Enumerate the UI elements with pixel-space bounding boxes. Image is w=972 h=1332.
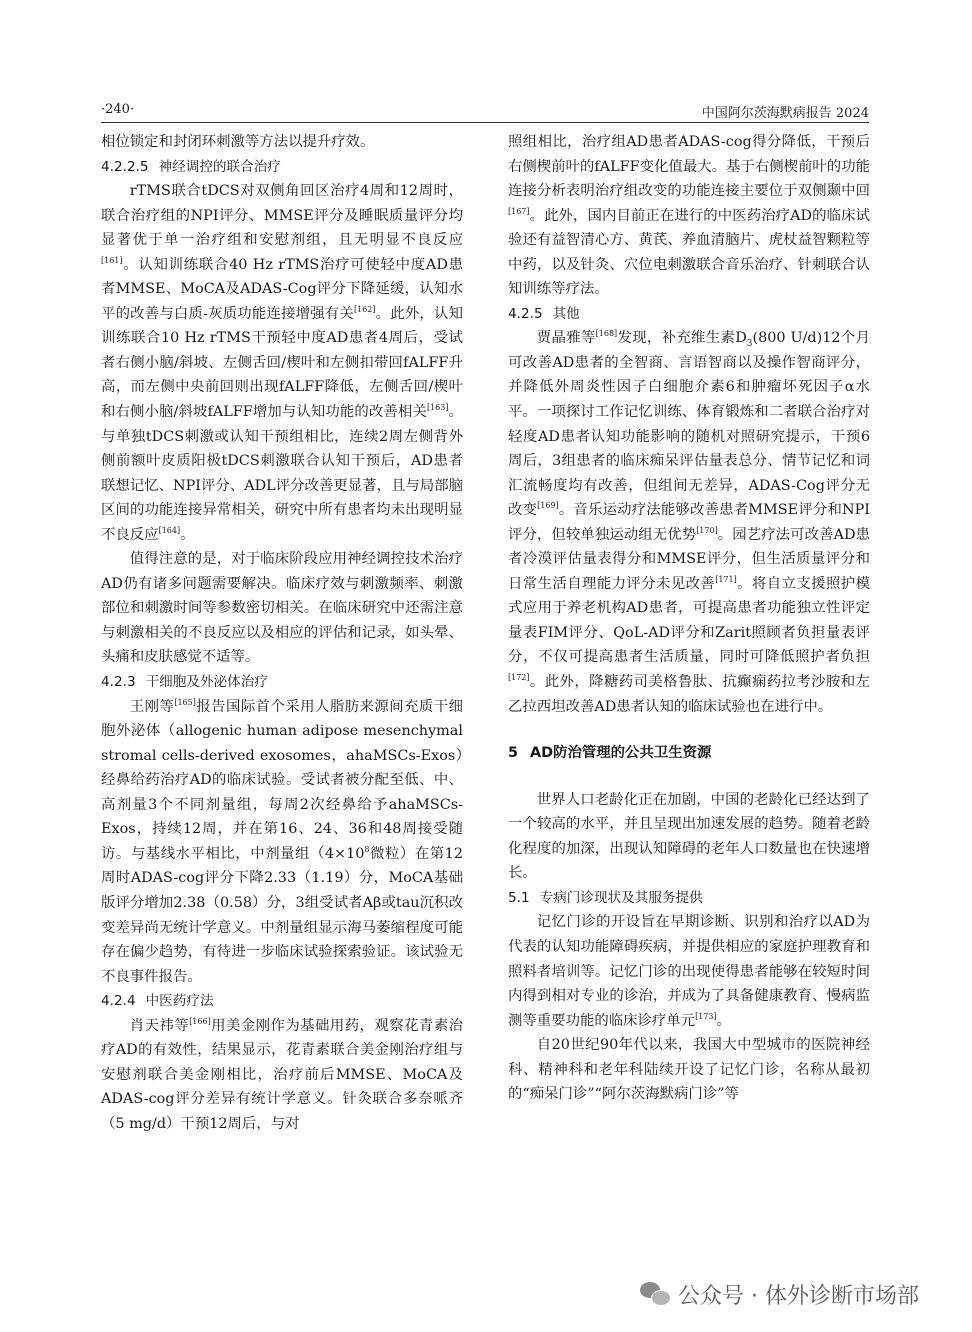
heading-number: 4.2.4: [101, 993, 136, 1010]
paragraph: 世界人口老龄化正在加剧，中国的老龄化已经达到了一个较高的水平，并且呈现出加速发展的趋势。随着老龄化程度的加深，出现认知障碍的老年人口数量也在快速增长。: [508, 791, 870, 882]
paragraph: 自20世纪90年代以来，我国大中型城市的医院神经科、精神科和老年科陆续开设了记忆门诊，名称从最初的“痴呆门诊”“阿尔茨海默病门诊”等: [508, 1037, 870, 1103]
heading-title: 干细胞及外泌体治疗: [145, 674, 268, 691]
left-column: [101, 130, 463, 1280]
section-heading: [508, 741, 870, 766]
heading-number: 4.2.3: [101, 674, 136, 691]
paragraph: 肖天祎等[166]用美金刚作为基础用药，观察花青素治疗AD的有效性，结果显示，花青素联合美金刚治疗组与安慰剂联合美金刚相比，治疗前后MMSE、MoCA及ADAS-cog评分差异有统计学意义。针灸联合多奈哌齐（5 mg/d）干预12周后，与对: [101, 1016, 463, 1132]
heading-title: 神经调控的联合治疗: [158, 158, 281, 175]
heading-number: 4.2.2.5: [101, 158, 149, 175]
heading-number: 5: [508, 745, 519, 762]
heading-title: 其他: [552, 305, 580, 322]
page-header: [101, 98, 869, 123]
paragraph: 贾晶雅等[168]发现，补充维生素$D_3(800$ U/d)12个月可改善AD患者的全智商、言语智商以及操作智商评分，并降低外周炎性因子白细胞介素6和肿瘤坏死因子α水平。一项探讨工作记忆训练、体育锻炼和二者联合治疗对轻度AD患者认知功能影响的随机对照研究提示，干预6周后，3组患者的临床痴呆评估量表总分、情节记忆和词汇流畅度均有改善，但组间无差异，ADAS-Cog评分无改变[169]。音乐运动疗法能够改善患者MMSE评分和NPI评分，但较单独运动组无优势[170]。园艺疗法可改善AD患者冷漠评估量表得分和MMSE评分，但生活质量评分和日常生活自理能力评分未见改善[171]。将自立支援照护模式应用于养老机构AD患者，可提高患者功能独立性评定量表FIM评分、QoL-AD评分和Zarit照顾者负担量表评分，不仅可提高患者生活质量，同时可降低照护者负担[172]。此外，降糖药司美格鲁肽、抗癫痫药拉考沙胺和左乙拉西坦改善AD患者认知的临床试验也在进行中。: [508, 329, 870, 715]
heading-title: 专病门诊现状及其服务提供: [539, 889, 703, 906]
paragraph: 相位锁定和封闭环刺激等方法以提升疗效。: [101, 134, 375, 150]
page-number: ·240·: [101, 102, 135, 117]
watermark-text: 公众号 · 体外诊断市场部: [678, 1283, 919, 1309]
paragraph: 照组相比，治疗组AD患者ADAS-cog得分降低，干预后右侧楔前叶的fALFF变化值最大。基于右侧楔前叶的功能连接分析表明治疗组改变的功能连接主要位于双侧颞中回[167]。此外，国内目前正在进行的中医药治疗AD的临床试验还有益智清心方、黄芪、养血清脑片、虎杖益智颗粒等中药，以及针灸、穴位电刺激联合音乐治疗、针刺联合认知训练等疗法。: [508, 134, 870, 298]
paragraph: 值得注意的是，对于临床阶段应用神经调控技术治疗AD仍有诸多问题需要解决。临床疗效与刺激频率、刺激部位和刺激时间等参数密切相关。在临床研究中还需注意与刺激相关的不良反应以及相应的评估和记录，如头晕、头痛和皮肤感觉不适等。: [101, 551, 463, 666]
subsection-heading: [101, 670, 463, 695]
wechat-icon: [640, 1280, 670, 1308]
paragraph: 记忆门诊的开设旨在早期诊断、识别和治疗以AD为代表的认知功能障碍疾病，并提供相应的家庭护理教育和照料者培训等。记忆门诊的出现使得患者能够在较短时间内得到相对专业的诊治，并成为了具备健康教育、慢病监测等重要功能的临床诊疗单元[173]。: [508, 914, 870, 1029]
paragraph: 王刚等[165]报告国际首个采用人脂肪来源间充质干细胞外泌体（allogenic human adipose mesenchymal stromal cells-derived exosomes，ahaMSCs-Exos）经鼻给药治疗AD的临床试验。受试者被分配至低、中、高剂量3个不同剂量组，每周2次经鼻给予ahaMSCs-Exos，持续12周，并在第16、24、36和48周接受随访。与基线水平相比，中剂量组（$4\times 10^8$微粒）在第12周时ADAS-cog评分下降2.33（1.19）分，MoCA基础版评分增加2.38（0.58）分，3组受试者Aβ或tau沉积改变差异尚无统计学意义。中剂量组显示海马萎缩程度可能存在偏少趋势，有待进一步临床试验探索验证。该试验无不良事件报告。: [101, 697, 463, 985]
heading-title: 中医药疗法: [145, 993, 214, 1010]
subsection-heading: [508, 302, 870, 327]
subsection-heading: [101, 155, 463, 180]
watermark: [640, 1278, 960, 1310]
subsection-heading: [101, 989, 463, 1014]
heading-number: 4.2.5: [508, 305, 543, 322]
heading-title: AD防治管理的公共卫生资源: [530, 745, 712, 762]
heading-number: 5.1: [508, 889, 530, 906]
paragraph: rTMS联合tDCS对双侧角回区治疗4周和12周时，联合治疗组的NPI评分、MMSE评分及睡眠质量评分均显著优于单一治疗组和安慰剂组，且无明显不良反应[161]。认知训练联合40 Hz rTMS治疗可使轻中度AD患者MMSE、MoCA及ADAS-Cog评分下降延缓，认知水平的改善与白质-灰质功能连接增强有关[162]。此外，认知训练联合10 Hz rTMS干预轻中度AD患者4周后，受试者右侧小脑/斜坡、左侧舌回/楔叶和左侧扣带回fALFF升高，而左侧中央前回则出现fALFF降低，左侧舌回/楔叶和右侧小脑/斜坡fALFF增加与认知功能的改善相关[163]。与单独tDCS刺激或认知干预组相比，连续2周左侧背外侧前额叶皮质阳极tDCS刺激联合认知干预后，AD患者联想记忆、NPI评分、ADL评分改善更显著，且与局部脑区间的功能连接异常相关，研究中所有患者均未出现明显不良反应[164]。: [101, 183, 463, 543]
right-column: [508, 130, 870, 1280]
journal-title: 中国阿尔茨海默病报告 2024: [701, 106, 869, 121]
subsection-heading: [508, 886, 870, 911]
